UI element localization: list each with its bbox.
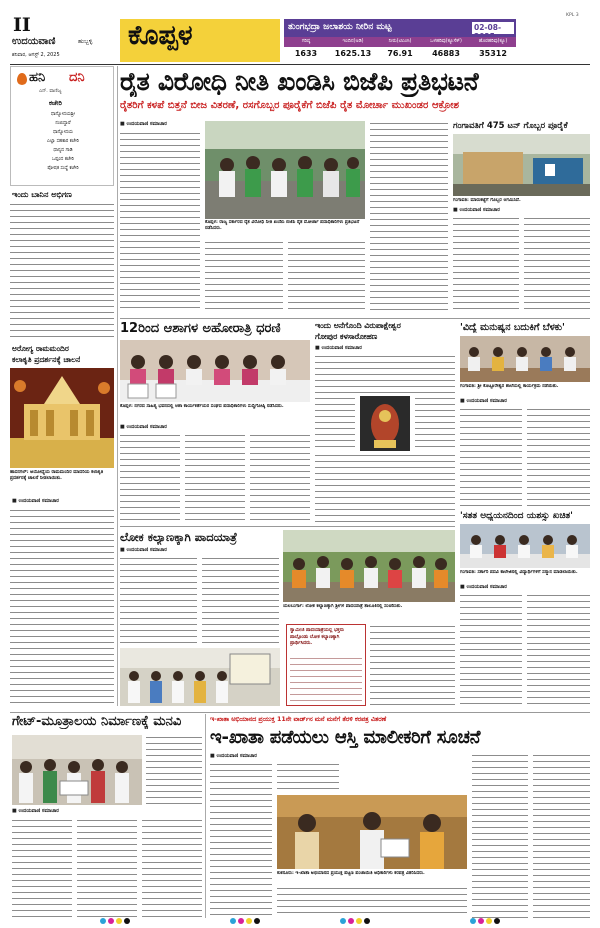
walk-body-c — [370, 624, 455, 706]
education-body-a — [460, 407, 522, 507]
masthead-divider — [10, 64, 590, 65]
school-event-photo — [460, 336, 590, 382]
study-headline: 'ಸತತ ಅಧ್ಯಯನದಿಂದ ಯಶಸ್ಸು ಖಚಿತ' — [460, 511, 573, 521]
reservoir-cell-label: ಗರಿಷ್ಠ — [301, 39, 311, 44]
section-divider — [120, 526, 455, 527]
registration-mark — [108, 918, 114, 924]
ekhata-caption: ಕುಕನೂರು: ಇ-ಖಾತಾ ಅಭಿಯಾನದ ಪ್ರಯುಕ್ತ ಪಟ್ಟಣ ಪಂಚಾಯಿತಿ ಅಧಿಕಾರಿಗಳು ಕರಪತ್ರ ವಿತರಿಸಿದರು. — [277, 871, 425, 876]
section-divider — [120, 318, 590, 319]
education-body-b — [527, 407, 590, 507]
ekhata-byline: ■ ಉದಯವಾಣಿ ಸಮಾಚಾರ — [210, 753, 257, 759]
protest-photo — [205, 121, 365, 219]
lead-subhead-bar — [120, 99, 590, 116]
registration-mark — [494, 918, 500, 924]
group-photo-graphic — [120, 648, 280, 706]
registration-mark — [238, 918, 244, 924]
ram-mandir-caption: ಹಾಸನಗಲ್: ಅಯೋಧ್ಯೆಯ ರಾಮಮಂದಿರ ಮಾದರಿಯ ಕಲಾಕೃತಿ ಪ್ರದರ್ಶನಕ್ಕೆ ಚಾಲನೆ ನೀಡಲಾಯಿತು. — [10, 470, 104, 481]
side-byline: ■ ಉದಯವಾಣಿ ಸಮಾಚಾರ — [453, 207, 500, 213]
deity-graphic — [360, 396, 410, 451]
walk-body-a — [120, 556, 197, 644]
registration-mark — [254, 918, 260, 924]
asha-press-photo — [120, 340, 310, 402]
notice-line: ನಂಬಿದ್ದಾರೆ — [55, 121, 71, 126]
procession-graphic — [283, 530, 455, 602]
college-photo — [460, 524, 590, 568]
reservoir-cell-value: 35312 — [479, 49, 507, 58]
page-number: II — [13, 14, 31, 36]
reservoir-cell-label: ಹೊರಹರಿವು(ಕ್ಯೂ) — [478, 39, 508, 44]
reservoir-cell-label: ನೀರು(ಟಿಎಂಸಿ) — [388, 39, 412, 44]
lead-body-col2 — [205, 240, 283, 313]
ekhata-body-d — [472, 753, 528, 918]
side-body-b — [524, 216, 590, 313]
temple-body-left — [315, 396, 355, 451]
reservoir-date: 02-08- — [474, 23, 502, 32]
reservoir-cell-value: 1625.13 — [334, 49, 372, 58]
office-label: ಕಚೇರಿ — [49, 99, 62, 107]
education-headline: 'ವಿದ್ಯೆ ಮನುಷ್ಯನ ಬದುಕಿಗೆ ಬೆಳಕು' — [460, 322, 565, 333]
press-meet-graphic — [120, 340, 310, 402]
reservoir-cell-label: ಒಳಹರಿವು(ಕ್ಯೂಸೆಕ್) — [430, 39, 462, 44]
memorandum-photo — [12, 735, 142, 805]
memorandum-graphic — [12, 735, 142, 805]
registration-mark — [246, 918, 252, 924]
lead-body-col3 — [288, 240, 365, 313]
date-line: ಶನಿವಾರ, ಆಗಸ್ಟ್ 2, 2025 — [12, 52, 60, 58]
temple-body-right — [415, 396, 455, 451]
toilet-body-right — [146, 735, 202, 805]
registration-mark — [478, 918, 484, 924]
school-building-photo — [120, 648, 280, 706]
fertilizer-truck-photo — [453, 134, 590, 196]
left-story2-headline-2: ಕಲಾಕೃತಿ ಪ್ರದರ್ಶನಕ್ಕೆ ಚಾಲನೆ — [12, 355, 81, 364]
lead-body-col4 — [370, 121, 448, 313]
registration-mark — [348, 918, 354, 924]
temple-byline: ■ ಉದಯವಾಣಿ ಸಮಾಚಾರ — [315, 345, 362, 351]
reservoir-cell-value: 76.91 — [387, 49, 413, 58]
notice-line: ಧಾನ್ಯದ ಗಾಡಿ — [53, 148, 73, 153]
left-story2-headline-1: ಅರೋಗ್ಯ ರಾಮಮಂದಿರ — [12, 344, 69, 353]
brand-name-a: ಹನಿ — [29, 70, 46, 85]
paper-name: ಉದಯವಾಣಿ — [12, 36, 56, 47]
education-caption: ಗಂಗಾವತಿ: ಶ್ರೀ ಕೊಟ್ಟೂರೇಶ್ವರ ಶಾಲೆಯಲ್ಲಿ ಕಾರ್ಯಕ್ರಮ ನಡೆಯಿತು. — [460, 384, 559, 389]
left-story1-body — [10, 202, 114, 340]
temple-artwork-graphic — [10, 368, 114, 468]
registration-mark — [356, 918, 362, 924]
registration-mark — [116, 918, 122, 924]
study-byline: ■ ಉದಯವಾಣಿ ಸಮಾಚಾರ — [460, 584, 507, 590]
registration-mark — [340, 918, 346, 924]
reservoir-cell-value: 46883 — [432, 49, 460, 58]
toilet-body-a — [12, 818, 72, 918]
lead-subhead: ರೈತರಿಗೆ ಕಳಪೆ ಬಿತ್ತನೆ ಬೀಜ ವಿತರಣೆ, ರಸಗೊಬ್ಬರ ಪೂರೈಕೆಗೆ ಬಿಜೆಪಿ ರೈತ ಮೋರ್ಚಾ ಮುಖಂಡರ ಆಕ್ರೋಶ — [120, 100, 460, 111]
lead-headline: ರೈತ ವಿರೋಧಿ ನೀತಿ ಖಂಡಿಸಿ ಬಿಜೆಪಿ ಪ್ರತಿಭಟನೆ — [120, 67, 479, 96]
notice-line: ಒಪ್ಪಂದ ಕಚೇರಿ — [52, 157, 74, 162]
side-body-a — [453, 216, 519, 313]
deity-photo — [360, 396, 410, 451]
temple-body-a — [315, 354, 455, 394]
boxed-note-lines — [290, 656, 362, 702]
reservoir-cell-value: 1633 — [294, 49, 318, 58]
edition-name: ಹುಬ್ಬಳ್ಳಿ — [78, 38, 93, 45]
left-story2-body — [10, 508, 114, 708]
brand-name-b: ದನಿ — [69, 70, 85, 85]
column-divider — [117, 66, 118, 706]
district-title: ಕೊಪ್ಪಳ — [128, 20, 193, 51]
lead-body-col1 — [120, 131, 200, 313]
toilet-headline: ಗೇಟ್-ಮೂತ್ರಾಲಯ ನಿರ್ಮಾಣಕ್ಕೆ ಮನವಿ — [12, 714, 182, 729]
kpl-code: KPL 3 — [566, 13, 579, 18]
honey-drop-icon — [17, 73, 27, 85]
side-photo-caption: ಗಂಗಾವತಿ: ಮಾರುಕಟ್ಟೆಗೆ ಗೊಬ್ಬರ ಆಗಮಿಸಿದೆ. — [453, 198, 521, 203]
toilet-body-b — [77, 818, 137, 918]
registration-mark — [100, 918, 106, 924]
boxed-note — [286, 624, 366, 706]
walk-headline: ಲೋಕ ಕಲ್ಯಾಣಕ್ಕಾಗಿ ಪಾದಯಾತ್ರೆ — [120, 530, 238, 544]
warehouse-graphic — [453, 134, 590, 196]
ekhata-body-c — [277, 886, 467, 918]
education-byline: ■ ಉದಯವಾಣಿ ಸಮಾಚಾರ — [460, 398, 507, 404]
registration-mark — [364, 918, 370, 924]
asha-headline: 12ರಿಂದ ಆಶಾಗಳ ಅಹೋರಾತ್ರಿ ಧರಣಿ — [120, 321, 281, 336]
study-body-a — [460, 593, 522, 705]
side-story-headline: ಗಂಗಾವತಿಗೆ 475 ಟನ್ ಗೊಬ್ಬರ ಪೂರೈಕೆ — [453, 121, 568, 131]
walk-byline: ■ ಉದಯವಾಣಿ ಸಮಾಚಾರ — [120, 547, 167, 553]
protest-scene-graphic — [205, 121, 365, 219]
study-caption: ಗಂಗಾವತಿ: ಸರ್ಕಾರಿ ಪದವಿ ಕಾಲೇಜಿನಲ್ಲಿ ವಿದ್ಯಾರ್ಥಿಗಳಿಗೆ ಸನ್ಮಾನ ಮಾಡಲಾಯಿತು. — [460, 570, 578, 575]
notice-line: ಧಾನ್ಯೋದಯ — [52, 130, 74, 135]
reservoir-title: ತುಂಗಭದ್ರಾ ಜಲಾಶಯ ನೀರಿನ ಮಟ್ಟ — [288, 22, 392, 32]
ekhata-kicker: ಇ-ಖಾತಾ ಅಭಿಯಾನದ ಪ್ರಯುಕ್ತ 11ನೇ ವಾರ್ಡ್‌ನ ಮನೆ ಮನೆಗೆ ತೆರಳಿ ಕರಪತ್ರ ವಿತರಣೆ — [210, 716, 387, 723]
asha-byline: ■ ಉದಯವಾಣಿ ಸಮಾಚಾರ — [120, 424, 167, 430]
school-stage-graphic — [460, 336, 590, 382]
notice-line: ಪೋಷಕ ಸಂಸ್ಥೆ ಕಚೇರಿ — [47, 166, 79, 171]
padayatra-photo — [283, 530, 455, 602]
ekhata-headline: ಇ-ಖಾತಾ ಪಡೆಯಲು ಆಸ್ತಿ ಮಾಲೀಕರಿಗೆ ಸೂಚನೆ — [210, 727, 481, 748]
brand-sub: ಎನ್. ವಾಣಿಜ್ಯ — [39, 89, 62, 94]
asha-body-col2 — [185, 433, 245, 523]
registration-mark — [486, 918, 492, 924]
registration-mark — [470, 918, 476, 924]
ekhata-body-e — [533, 753, 590, 918]
section-divider — [10, 712, 590, 713]
study-body-b — [527, 593, 590, 705]
asha-body-col3 — [250, 433, 310, 523]
ram-mandir-model-photo — [10, 368, 114, 468]
asha-body-col1 — [120, 433, 180, 523]
column-divider — [205, 714, 206, 918]
boxed-note-text: ಸ್ವಾಮೀಜಿ ಪಾದಯಾತ್ರೆಯಲ್ಲಿ ಭಕ್ತರು ಪಾಲ್ಗೊಂಡು ಲೋಕ ಕಲ್ಯಾಣಕ್ಕಾಗಿ ಪ್ರಾರ್ಥಿಸಿದರು. — [290, 628, 344, 646]
college-event-graphic — [460, 524, 590, 568]
asha-photo-caption: ಕೊಪ್ಪಳ: ನಗರದ ಸಾಹಿತ್ಯ ಭವನದಲ್ಲಿ ಆಶಾ ಕಾರ್ಯಕರ್ತೆಯರ ಸಂಘದ ಪದಾಧಿಕಾರಿಗಳು ಸುದ್ದಿಗೋಷ್ಠಿ ನಡೆಸಿದರು. — [120, 404, 284, 409]
ekhata-photo — [277, 795, 467, 869]
left-story1-headline: ಇಂದು ಬಾನಿನ ಅಭಿಗಣ — [12, 190, 72, 199]
reservoir-cell-label: ಇಂದಿನ(ಅಡಿ) — [342, 39, 364, 44]
lead-byline: ■ ಉದಯವಾಣಿ ಸಮಾಚಾರ — [120, 121, 167, 127]
brand-box — [10, 66, 114, 186]
registration-mark — [124, 918, 130, 924]
temple-body-b — [315, 453, 455, 523]
notice-line: ಎಲ್ಲಾ ಸಹಕಾರ ಕಚೇರಿ — [47, 139, 79, 144]
lead-photo-caption: ಕೊಪ್ಪಳ: ರಾಜ್ಯ ಸರ್ಕಾರದ ರೈತ ವಿರೋಧಿ ನೀತಿ ಖಂಡಿಸಿ ಬಿಜೆಪಿ ರೈತ ಮೋರ್ಚಾ ಪದಾಧಿಕಾರಿಗಳು ಪ್ರತಿಭಟನೆ ನಡೆಸಿದರು. — [205, 220, 360, 231]
leaflet-distribution-graphic — [277, 795, 467, 869]
temple-headline-2: ಗೋಪುರ ಕಳಸಾರೋಹಣ — [315, 332, 378, 341]
ekhata-body-a — [210, 762, 272, 918]
padayatra-caption: ಯಲಬುರ್ಗಾ: ಲೋಕ ಕಲ್ಯಾಣಕ್ಕಾಗಿ ಶ್ರೀಗಳ ಪಾದಯಾತ್ರೆ ತಾಲೂಕಿನಲ್ಲಿ ಸಂಚರಿಸಿತು. — [283, 604, 403, 609]
temple-headline-1: ಇಂದು ಅನೆಗೊಂದಿ ವಿರುಪಾಕ್ಷೇಶ್ವರ — [315, 321, 401, 330]
toilet-byline: ■ ಉದಯವಾಣಿ ಸಮಾಚಾರ — [12, 808, 59, 814]
walk-body-b — [202, 556, 279, 644]
toilet-body-c — [142, 818, 202, 918]
left-byline: ■ ಉದಯವಾಣಿ ಸಮಾಚಾರ — [12, 498, 59, 504]
registration-mark — [230, 918, 236, 924]
left-column — [10, 66, 114, 706]
notice-line: ಧಾನ್ಯೋದಯಶ್ರೀ — [50, 112, 76, 117]
ekhata-body-b — [277, 762, 339, 792]
